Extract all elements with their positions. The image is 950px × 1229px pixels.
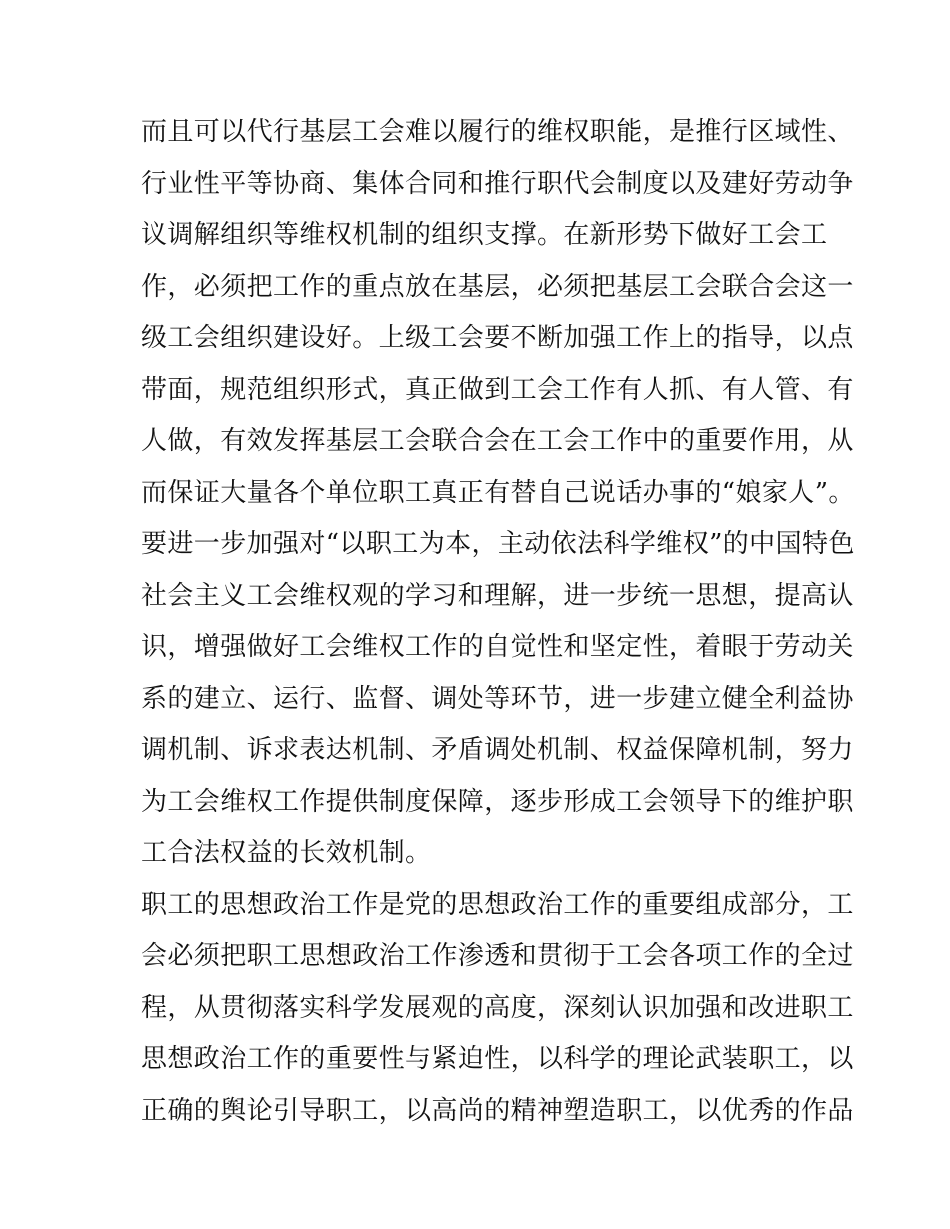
text-line: 社会主义工会维权观的学习和理解，进一步统一思想，提高认 (141, 580, 854, 611)
text-line: 议调解组织等维权机制的组织支撑。在新形势下做好工会工 (141, 220, 828, 250)
text-line: 人做，有效发挥基层工会联合会在工会工作中的重要作用，从 (141, 426, 854, 456)
body-text (141, 107, 855, 1137)
text-line: 职工的思想政治工作是党的思想政治工作的重要组成部分，工 (141, 889, 854, 920)
text-line: 识，增强做好工会维权工作的自觉性和坚定性，着眼于劳动关 (141, 632, 854, 662)
text-line: 行业性平等协商、集体合同和推行职代会制度以及建好劳动争 (141, 168, 854, 199)
text-line: 级工会组织建设好。上级工会要不断加强工作上的指导，以点 (141, 323, 854, 353)
text-line: 作，必须把工作的重点放在基层，必须把基层工会联合会这一 (141, 271, 854, 302)
text-line: 而且可以代行基层工会难以履行的维权职能，是推行区域性、 (141, 117, 854, 147)
text-line: 为工会维权工作提供制度保障，逐步形成工会领导下的维护职 (141, 786, 854, 817)
text-line: 要进一步加强对“以职工为本，主动依法科学维权”的中国特色 (141, 529, 855, 559)
text-line: 系的建立、运行、监督、调处等环节，进一步建立健全利益协 (141, 683, 854, 714)
text-line: 程，从贯彻落实科学发展观的高度，深刻认识加强和改进职工 (141, 992, 854, 1023)
text-line: 工合法权益的长效机制。 (141, 838, 432, 868)
text-line: 带面，规范组织形式，真正做到工会工作有人抓、有人管、有 (141, 374, 854, 405)
text-line: 而保证大量各个单位职工真正有替自己说话办事的“娘家人”。 (141, 477, 855, 508)
text-line: 思想政治工作的重要性与紧迫性，以科学的理论武装职工，以 (141, 1044, 854, 1074)
text-line: 调机制、诉求表达机制、矛盾调处机制、权益保障机制，努力 (141, 735, 854, 765)
text-line: 会必须把职工思想政治工作渗透和贯彻于工会各项工作的全过 (141, 941, 854, 971)
text-line: 正确的舆论引导职工，以高尚的精神塑造职工，以优秀的作品 (141, 1095, 854, 1126)
